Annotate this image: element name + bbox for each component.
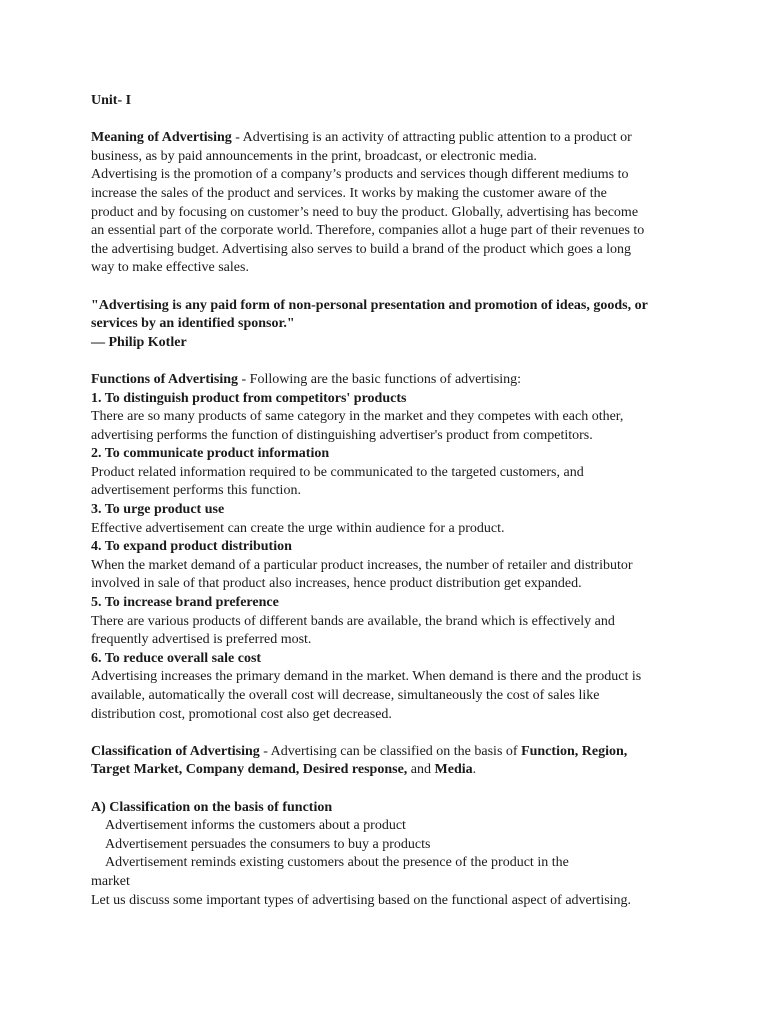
functions-intro: Functions of Advertising - Following are the basic functions of advertising: bbox=[91, 371, 522, 387]
function-body: Effective advertisement can create the urge within audience for a product. bbox=[91, 520, 505, 536]
meaning-heading: Meaning of Advertising bbox=[91, 130, 232, 146]
function-bullet: Advertisement persuades the consumers to buy a products bbox=[105, 836, 431, 852]
function-body: There are so many products of same category in the market and they competes with each other, advertising performs the function of distinguishing advertiser's product from competitors. bbox=[91, 409, 624, 443]
kotler-quote: "Advertising is any paid form of non-personal presentation and promotion of ideas, goods, or services by an identified sponsor." bbox=[91, 297, 648, 332]
meaning-paragraph: Meaning of Advertising - Advertising is an activity of attracting public attention to a product or business, as by paid announcements in the print, broadcast, or electronic media. bbox=[91, 130, 632, 164]
classification-bases: Function, Region, Target Market, Company demand, Desired response, bbox=[91, 743, 628, 778]
function-title: 6. To reduce overall sale cost bbox=[91, 650, 262, 666]
function-body: Advertising increases the primary demand in the market. When demand is there and the product is available, automatically the overall cost will decrease, simultaneously the cost of sales like distribution cost, promotional cost also get decreased. bbox=[91, 669, 642, 722]
function-body: When the market demand of a particular product increases, the number of retailer and distributor involved in sale of that product also increases, hence product distribution get expanded. bbox=[91, 557, 633, 592]
function-title: 2. To communicate product information bbox=[91, 446, 330, 462]
function-bullet: Advertisement reminds existing customers about the presence of the product in the bbox=[105, 855, 569, 871]
document-body bbox=[91, 92, 651, 910]
bullet-wrap: market bbox=[91, 873, 130, 889]
section-a-heading: A) Classification on the basis of function bbox=[91, 799, 333, 815]
classification-paragraph: Classification of Advertising - Advertising can be classified on the basis of Function, Region, Target Market, Company demand, Desired response, and Media. bbox=[91, 743, 628, 778]
meaning-definition: Advertising is an activity of attracting public attention to a product or business, as by paid announcements in the print, broadcast, or electronic media. bbox=[91, 130, 632, 164]
quote-author: — Philip Kotler bbox=[91, 334, 187, 350]
function-title: 5. To increase brand preference bbox=[91, 595, 279, 611]
meaning-description: Advertising is the promotion of a company’s products and services though different mediums to increase the sales of the product and services. It works by making the customer aware of the product and by focusing on customer’s need to buy the product. Globally, advertising has become an essential part of the corporate world. Therefore, companies allot a huge part of their revenues to the advertising budget. Advertising also serves to build a brand of the product which goes a long way to make effective sales. bbox=[91, 167, 645, 276]
classification-media: Media bbox=[434, 762, 473, 778]
unit-title: Unit- I bbox=[91, 93, 132, 108]
function-bullet: Advertisement informs the customers about a product bbox=[105, 818, 406, 834]
functions-heading: Functions of Advertising bbox=[91, 371, 239, 387]
classification-heading: Classification of Advertising bbox=[91, 743, 260, 759]
function-title: 3. To urge product use bbox=[91, 502, 225, 518]
function-title: 1. To distinguish product from competitors' products bbox=[91, 390, 407, 406]
function-title: 4. To expand product distribution bbox=[91, 539, 292, 555]
section-a-closing: Let us discuss some important types of advertising based on the functional aspect of advertising. bbox=[91, 892, 632, 908]
function-body: There are various products of different bands are available, the brand which is effectively and frequently advertised is preferred most. bbox=[91, 613, 615, 648]
function-body: Product related information required to be communicated to the targeted customers, and advertisement performs this function. bbox=[91, 464, 584, 499]
